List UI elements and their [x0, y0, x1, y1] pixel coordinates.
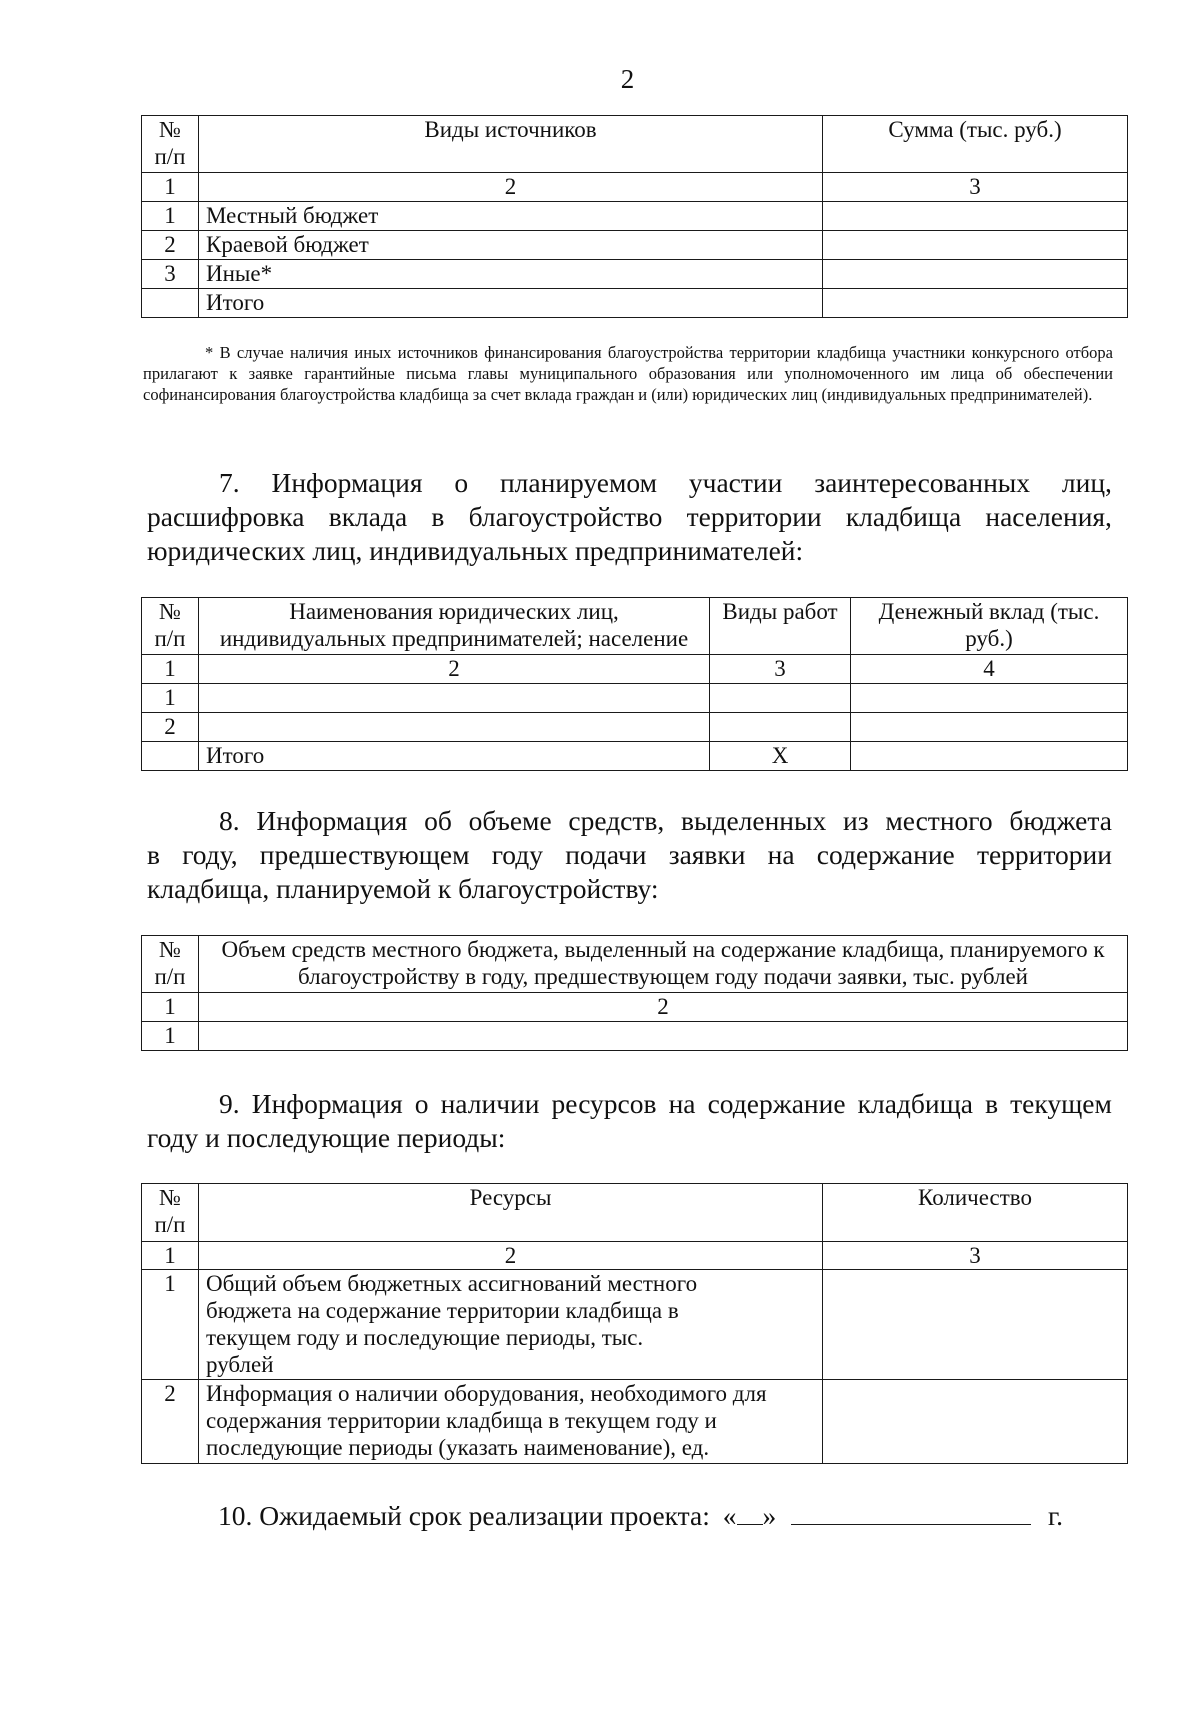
- total-contribution: [851, 742, 1128, 771]
- resource-name: Общий объем бюджетных ассигнований местного бюджета на содержание территории кладбища в текущем году и последующие периоды, тыс. рублей: [199, 1270, 823, 1380]
- close-quote: »: [762, 1500, 777, 1531]
- index-cell: 3: [823, 1242, 1128, 1270]
- row-number: 2: [142, 713, 199, 742]
- index-cell: 1: [142, 655, 199, 684]
- section-8-line-2: в году, предшествующем году подачи заявки на содержание территории: [147, 839, 1112, 870]
- header-resources: Ресурсы: [199, 1184, 823, 1242]
- header-number: № п/п: [142, 1184, 199, 1242]
- source-sum: [823, 260, 1128, 289]
- header-names: Наименования юридических лиц, индивидуальных предпринимателей; население: [199, 598, 710, 655]
- section-8-heading: [147, 804, 1112, 906]
- funding-sources-table: [141, 115, 1128, 318]
- section-7-heading: [147, 466, 1112, 568]
- table-header-row: [142, 116, 1128, 173]
- table-row: [142, 713, 1128, 742]
- section-7-line-3: юридических лиц, индивидуальных предпринимателей:: [147, 535, 804, 566]
- source-name: Местный бюджет: [199, 202, 823, 231]
- index-cell: 2: [199, 173, 823, 202]
- table-row: [142, 1022, 1128, 1051]
- footnote-text: * В случае наличия иных источников финансирования благоустройства территории кладбища участники конкурсного отбора прилагают к заявке гарантийные письма главы муниципального образования или уполномоченного им лица об обеспечении софинансирования благоустройства кладбища за счет вклада граждан и (или) юридических лиц (индивидуальных предпринимателей).: [143, 343, 1113, 404]
- row-number: 2: [142, 231, 199, 260]
- table-index-row: [142, 1242, 1128, 1270]
- index-cell: 1: [142, 173, 199, 202]
- work-type: [710, 713, 851, 742]
- budget-value: [199, 1022, 1128, 1051]
- header-budget-volume: Объем средств местного бюджета, выделенный на содержание кладбища, планируемого к благоустройству в году, предшествующем году подачи заявки, тыс. рублей: [199, 936, 1128, 993]
- row-number: [142, 289, 199, 318]
- header-works: Виды работ: [710, 598, 851, 655]
- resource-quantity: [823, 1380, 1128, 1464]
- day-blank[interactable]: [737, 1498, 763, 1525]
- section-10-deadline: [218, 1498, 1063, 1532]
- row-number: [142, 742, 199, 771]
- table-row: [142, 1270, 1128, 1380]
- stakeholder-name: [199, 684, 710, 713]
- table-header-row: [142, 936, 1128, 993]
- total-works: X: [710, 742, 851, 771]
- index-cell: 4: [851, 655, 1128, 684]
- contribution: [851, 713, 1128, 742]
- row-number: 2: [142, 1380, 199, 1464]
- row-number: 1: [142, 1270, 199, 1380]
- deadline-label: 10. Ожидаемый срок реализации проекта:: [218, 1500, 710, 1531]
- table-index-row: [142, 173, 1128, 202]
- header-number: № п/п: [142, 598, 199, 655]
- table-row: [142, 1380, 1128, 1464]
- index-cell: 2: [199, 655, 710, 684]
- header-sources: Виды источников: [199, 116, 823, 173]
- source-sum: [823, 202, 1128, 231]
- header-contribution: Денежный вклад (тыс. руб.): [851, 598, 1128, 655]
- row-number: 3: [142, 260, 199, 289]
- footnote: [143, 342, 1113, 405]
- source-name: Иные*: [199, 260, 823, 289]
- resource-name: Информация о наличии оборудования, необходимого для содержания территории кладбища в текущем году и последующие периоды (указать наименование), ед.: [199, 1380, 823, 1464]
- section-8-line-1: 8. Информация об объеме средств, выделенных из местного бюджета: [219, 805, 1112, 836]
- table-row: [142, 684, 1128, 713]
- table-header-row: [142, 598, 1128, 655]
- section-9-line-1: 9. Информация о наличии ресурсов на содержание кладбища в текущем: [219, 1088, 1112, 1119]
- total-label: Итого: [199, 289, 823, 318]
- work-type: [710, 684, 851, 713]
- year-suffix: г.: [1048, 1500, 1064, 1531]
- index-cell: 3: [710, 655, 851, 684]
- page-number: 2: [620, 64, 635, 94]
- source-name: Краевой бюджет: [199, 231, 823, 260]
- index-cell: 1: [142, 993, 199, 1022]
- table-header-row: [142, 1184, 1128, 1242]
- table-index-row: [142, 993, 1128, 1022]
- index-cell: 3: [823, 173, 1128, 202]
- open-quote: «: [722, 1500, 737, 1531]
- table-row: [142, 231, 1128, 260]
- month-year-blank[interactable]: [791, 1498, 1031, 1525]
- resource-quantity: [823, 1270, 1128, 1380]
- index-cell: 1: [142, 1242, 199, 1270]
- stakeholder-name: [199, 713, 710, 742]
- source-sum: [823, 231, 1128, 260]
- total-label: Итого: [199, 742, 710, 771]
- header-number: № п/п: [142, 116, 199, 173]
- table-total-row: [142, 289, 1128, 318]
- row-number: 1: [142, 202, 199, 231]
- section-9-heading: [147, 1087, 1112, 1155]
- resources-table: [141, 1183, 1128, 1464]
- budget-volume-table: [141, 935, 1128, 1051]
- index-cell: 2: [199, 1242, 823, 1270]
- table-total-row: [142, 742, 1128, 771]
- contribution: [851, 684, 1128, 713]
- section-7-line-1: 7. Информация о планируемом участии заинтересованных лиц,: [219, 467, 1112, 498]
- section-8-line-3: кладбища, планируемой к благоустройству:: [147, 873, 659, 904]
- header-quantity: Количество: [823, 1184, 1128, 1242]
- stakeholders-table: [141, 597, 1128, 771]
- total-sum: [823, 289, 1128, 318]
- section-9-line-2: году и последующие периоды:: [147, 1122, 506, 1153]
- table-row: [142, 260, 1128, 289]
- header-number: № п/п: [142, 936, 199, 993]
- index-cell: 2: [199, 993, 1128, 1022]
- table-row: [142, 202, 1128, 231]
- table-index-row: [142, 655, 1128, 684]
- row-number: 1: [142, 1022, 199, 1051]
- header-sum: Сумма (тыс. руб.): [823, 116, 1128, 173]
- section-7-line-2: расшифровка вклада в благоустройство территории кладбища населения,: [147, 501, 1112, 532]
- row-number: 1: [142, 684, 199, 713]
